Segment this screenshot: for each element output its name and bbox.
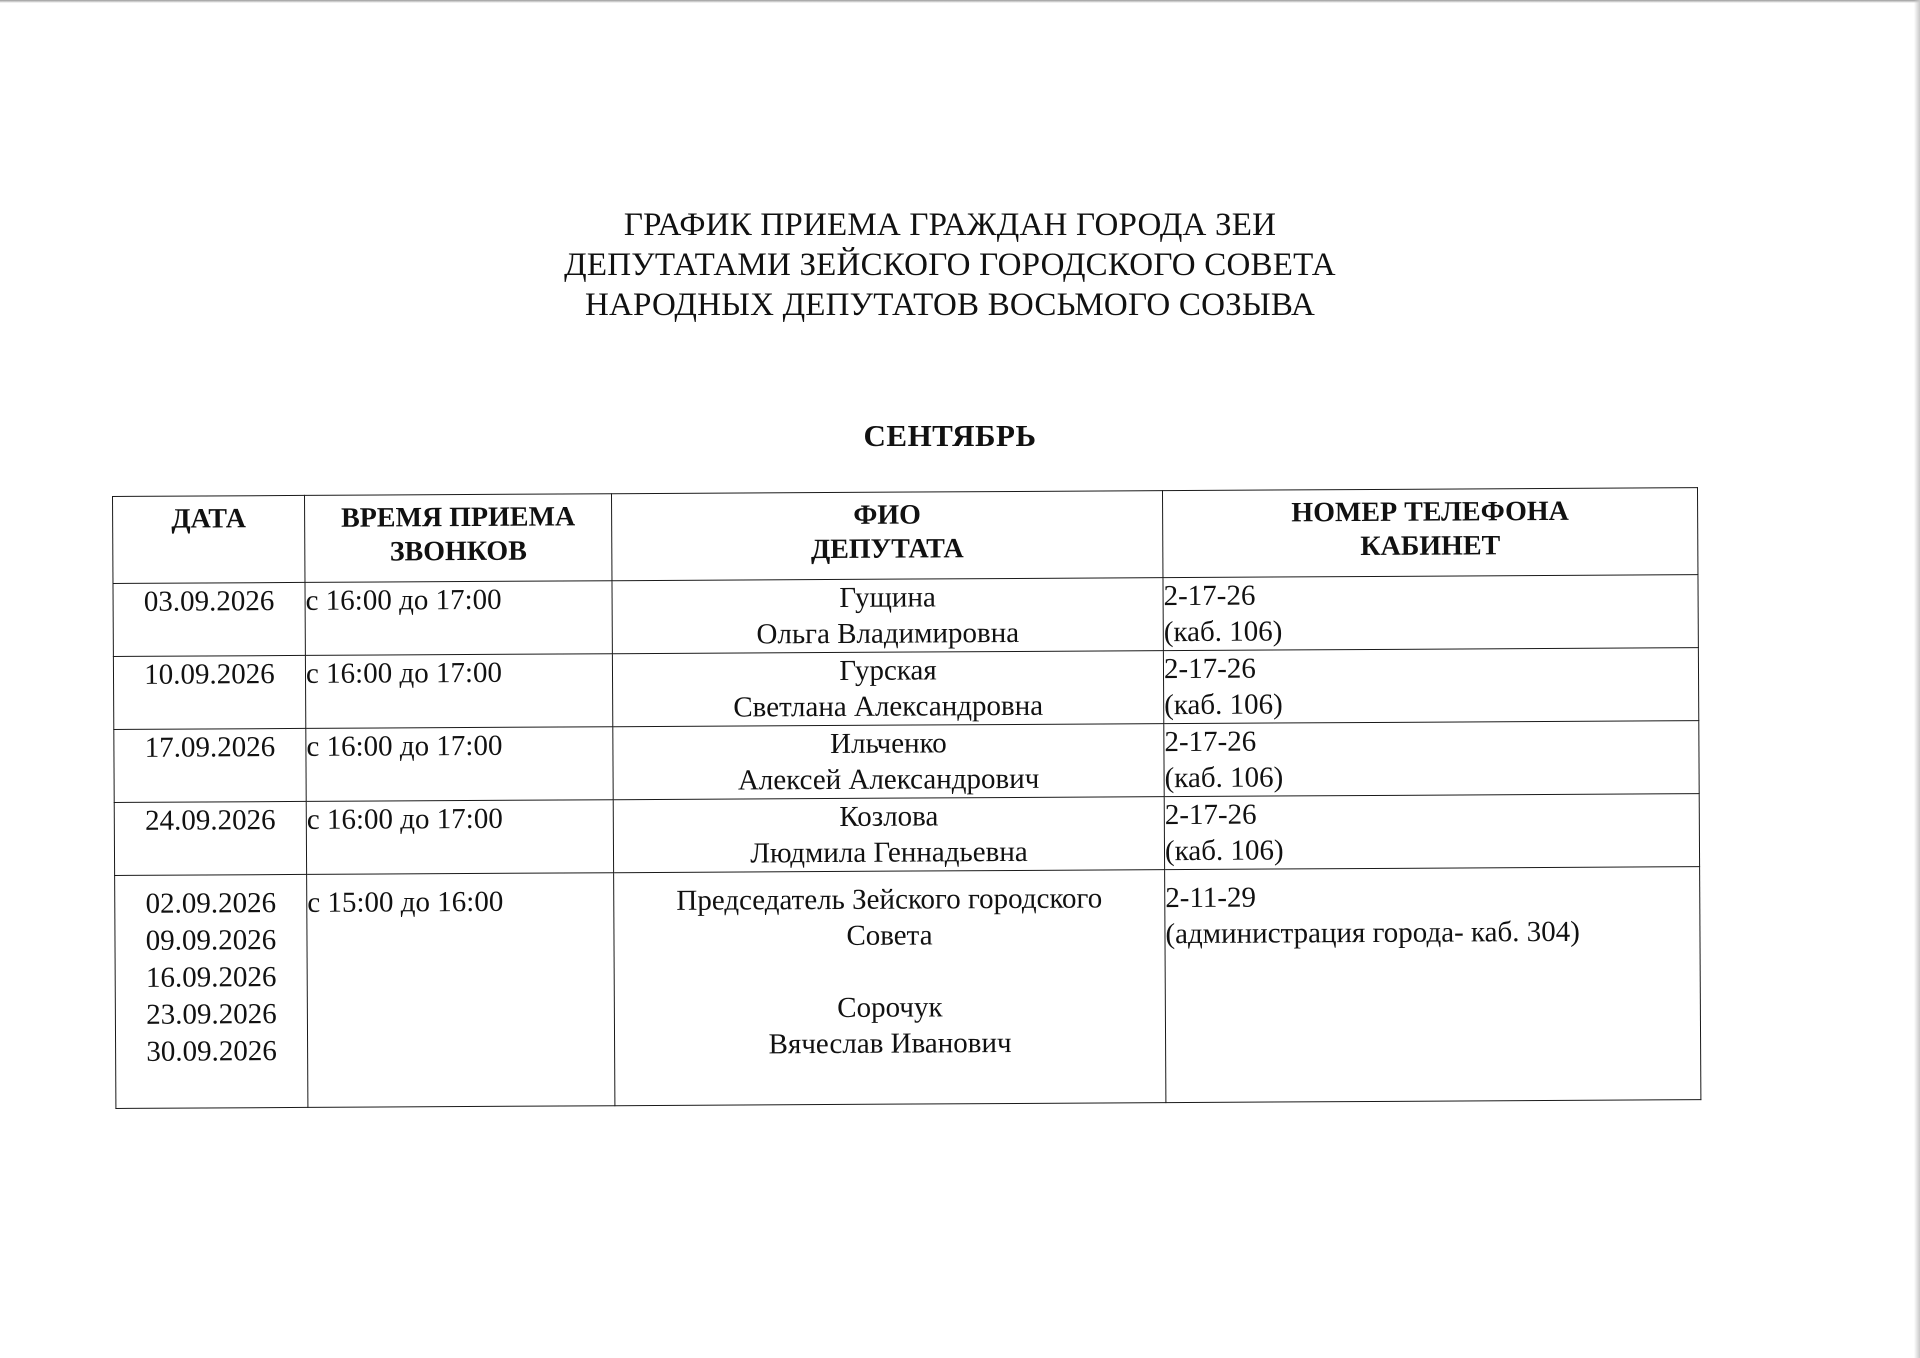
chairman-dates-cell [115, 874, 308, 1108]
office-number: (каб. 106) [1164, 688, 1283, 722]
phone-number: 2-17-26 [1164, 725, 1257, 759]
chairman-office: (администрация города- каб. 304) [1165, 915, 1580, 951]
phone-cell [1163, 648, 1698, 724]
time-cell: с 16:00 до 17:00 [305, 581, 612, 656]
time-cell: с 16:00 до 17:00 [306, 727, 613, 802]
scan-edge-top [0, 0, 1920, 3]
time-cell: с 16:00 до 17:00 [306, 800, 613, 875]
deputy-surname: Гущина [839, 581, 936, 614]
date-cell: 03.09.2026 [113, 582, 305, 656]
table-row [113, 575, 1698, 657]
chairman-phone-cell [1165, 867, 1701, 1103]
deputy-cell [613, 724, 1164, 800]
header-date-label: ДАТА [171, 503, 246, 535]
header-name [611, 491, 1162, 581]
deputy-given-names: Ольга Владимировна [756, 616, 1020, 651]
deputy-given-names: Светлана Александровна [733, 689, 1044, 724]
chairman-phone-number: 2-11-29 [1165, 881, 1257, 915]
chairman-date: 02.09.2026 [145, 887, 277, 920]
header-name-line-1: ФИО [853, 499, 922, 531]
table-row [114, 794, 1699, 876]
phone-number: 2-17-26 [1163, 652, 1256, 686]
header-phone-line-2: КАБИНЕТ [1360, 530, 1501, 563]
header-time-line-1: ВРЕМЯ ПРИЕМА [340, 501, 576, 534]
header-row [113, 488, 1698, 584]
deputy-cell [613, 797, 1164, 873]
table-row [114, 721, 1699, 803]
phone-number: 2-17-26 [1163, 579, 1256, 613]
phone-number: 2-17-26 [1164, 798, 1257, 832]
deputy-surname: Гурская [839, 654, 937, 687]
deputy-surname: Козлова [839, 800, 939, 833]
chairman-surname: Сорочук [837, 991, 943, 1024]
office-number: (каб. 106) [1164, 834, 1284, 868]
header-time [304, 494, 611, 583]
title-line-3: НАРОДНЫХ ДЕПУТАТОВ ВОСЬМОГО СОЗЫВА [584, 287, 1316, 323]
chairman-time-cell: с 15:00 до 16:00 [307, 873, 615, 1108]
table-row [113, 648, 1698, 730]
month-heading: СЕНТЯБРЬ [863, 418, 1037, 453]
deputy-cell [612, 651, 1163, 727]
office-number: (каб. 106) [1163, 615, 1283, 649]
header-date [113, 495, 305, 583]
spacer [615, 952, 1165, 991]
scan-edge-right [1914, 0, 1920, 1358]
schedule-table [112, 487, 1701, 1109]
header-phone [1162, 488, 1697, 578]
chairman-given-names: Вячеслав Иванович [768, 1026, 1012, 1061]
deputy-cell [612, 578, 1163, 654]
chairman-position-line-1: Председатель Зейского городского [676, 882, 1103, 917]
chairman-position-line-2: Совета [846, 919, 933, 952]
office-number: (каб. 106) [1164, 761, 1284, 795]
title-line-1: ГРАФИК ПРИЕМА ГРАЖДАН ГОРОДА ЗЕИ [623, 207, 1277, 243]
chairman-date: 09.09.2026 [145, 924, 277, 957]
date-cell: 17.09.2026 [114, 728, 306, 802]
chairman-date: 30.09.2026 [146, 1035, 277, 1068]
date-cell: 10.09.2026 [113, 655, 305, 729]
chairman-cell [614, 870, 1166, 1106]
phone-cell [1163, 575, 1698, 651]
phone-cell [1164, 721, 1699, 797]
time-cell: с 16:00 до 17:00 [305, 654, 612, 729]
deputy-surname: Ильченко [830, 727, 947, 760]
document-title [0, 205, 1900, 325]
phone-cell [1164, 794, 1699, 870]
header-phone-line-1: НОМЕР ТЕЛЕФОНА [1291, 495, 1569, 529]
header-name-line-2: ДЕПУТАТА [810, 533, 964, 566]
deputy-given-names: Людмила Геннадьевна [750, 835, 1028, 870]
header-time-line-2: ЗВОНКОВ [389, 535, 527, 568]
date-cell: 24.09.2026 [114, 801, 306, 875]
chairman-date: 23.09.2026 [146, 998, 277, 1031]
deputy-given-names: Алексей Александрович [737, 762, 1040, 797]
title-line-2: ДЕПУТАТАМИ ЗЕЙСКОГО ГОРОДСКОГО СОВЕТА [564, 247, 1336, 283]
chairman-row [115, 867, 1701, 1109]
chairman-date: 16.09.2026 [145, 961, 277, 994]
